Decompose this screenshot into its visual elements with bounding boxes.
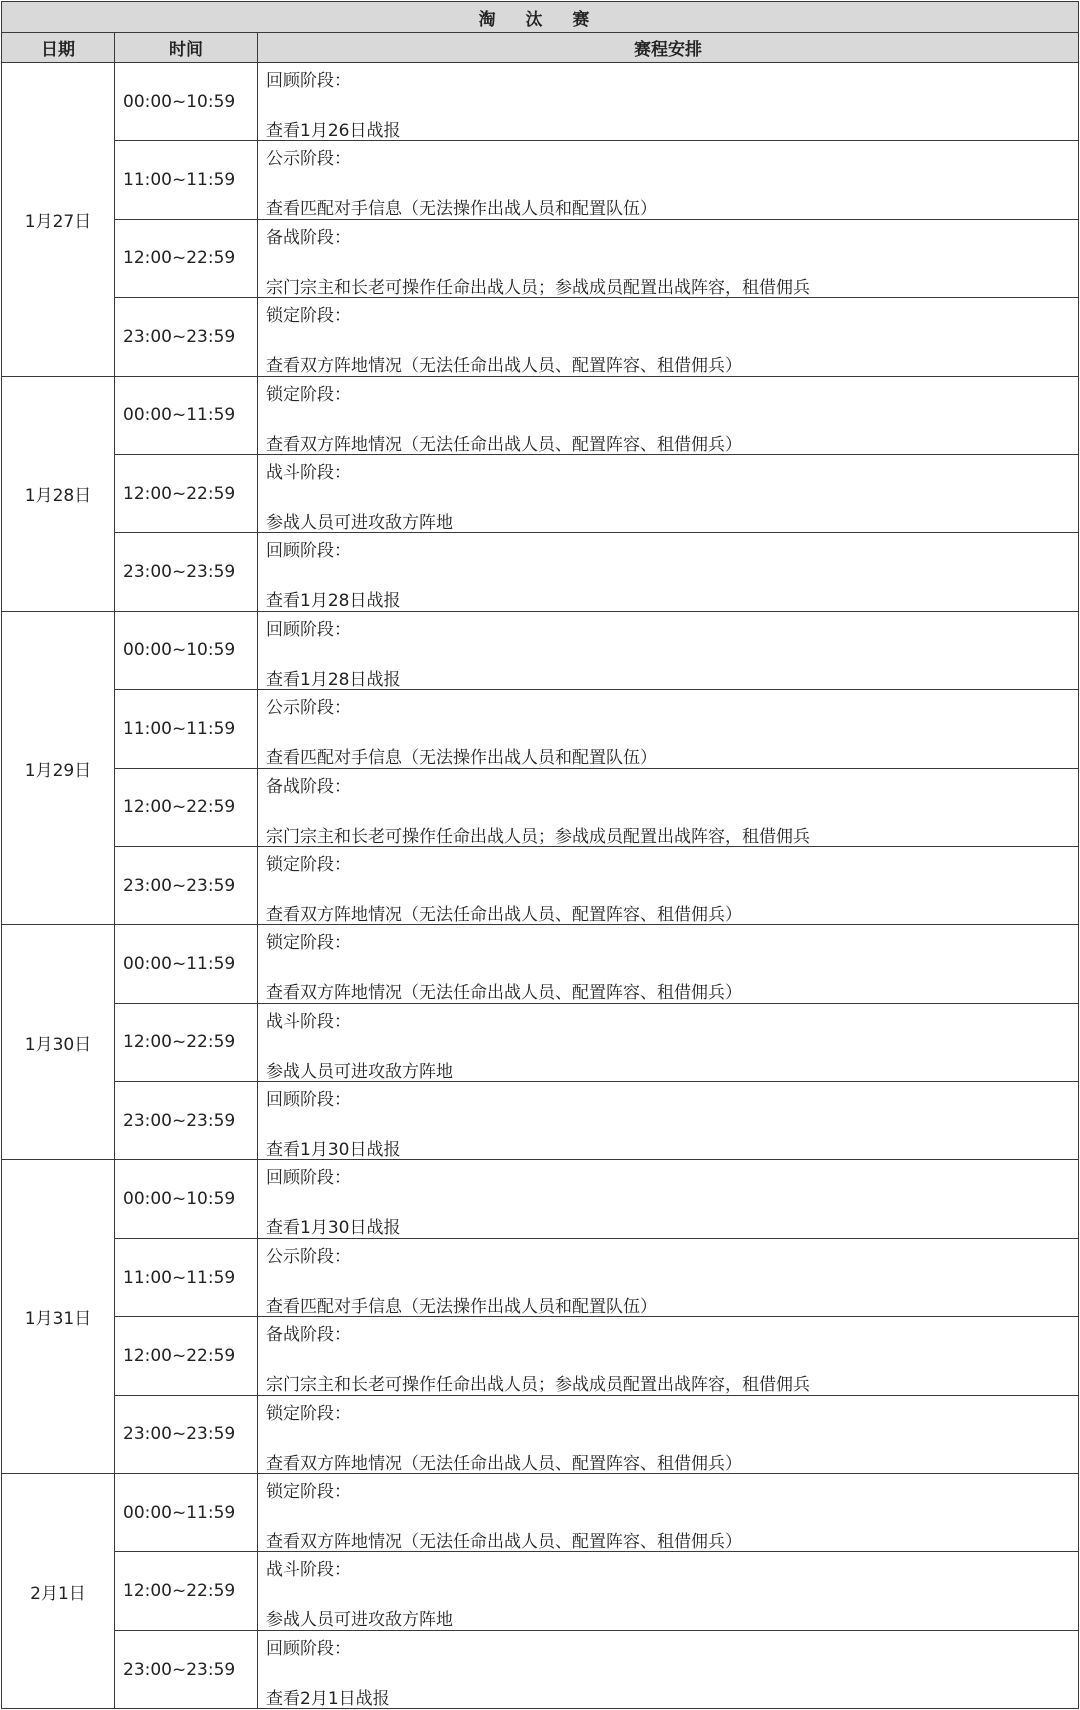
date-cell: 1月31日 [2,1160,115,1474]
time-cell: 12:00~22:59 [115,1552,258,1630]
table-title: 淘 汰 赛 [2,2,1079,33]
table-row [2,533,1079,611]
phase-label: 回顾阶段： [266,71,351,91]
schedule-cell [258,454,1079,532]
schedule-cell-content [266,455,1078,531]
phase-label: 锁定阶段： [266,854,351,875]
phase-detail: 查看匹配对手信息（无法操作出战人员和配置队伍） [266,748,657,769]
time-cell: 12:00~22:59 [115,454,258,532]
phase-detail: 查看双方阵地情况（无法任命出战人员、配置阵容、租借佣兵） [266,983,742,1004]
time-cell: 23:00~23:59 [115,1395,258,1473]
phase-label: 锁定阶段： [266,306,351,327]
table-row [2,219,1079,297]
table-row [2,298,1079,376]
schedule-cell-content [266,1317,1078,1396]
schedule-cell-content [266,377,1078,453]
schedule-cell-content [266,612,1078,688]
phase-label: 锁定阶段： [266,933,351,954]
time-cell: 23:00~23:59 [115,1082,258,1160]
phase-label: 备战阶段： [266,1325,351,1346]
table-row [2,1003,1079,1081]
phase-label: 回顾阶段： [266,619,351,640]
phase-label: 公示阶段： [266,149,351,170]
phase-detail: 宗门宗主和长老可操作任命出战人员；参战成员配置出战阵容，租借佣兵 [266,826,810,847]
date-cell: 1月28日 [2,376,115,611]
phase-label: 战斗阶段： [266,462,351,483]
date-cell: 1月27日 [2,63,115,377]
table-row [2,454,1079,532]
table-row [2,1474,1079,1552]
table-row [2,1238,1079,1316]
schedule-body [2,63,1079,1709]
knockout-schedule-table [1,1,1079,1709]
date-cell: 2月1日 [2,1474,115,1709]
schedule-cell [258,1474,1079,1552]
schedule-cell [258,1552,1079,1630]
schedule-cell [258,1238,1079,1316]
schedule-cell [258,1082,1079,1160]
header-row [2,33,1079,63]
schedule-cell [258,63,1079,141]
schedule-cell-content [266,1082,1078,1161]
table-row [2,690,1079,768]
phase-detail: 查看匹配对手信息（无法操作出战人员和配置队伍） [266,1296,657,1317]
phase-label: 锁定阶段： [266,1482,351,1503]
schedule-cell [258,1630,1079,1708]
schedule-cell-content [266,1474,1078,1553]
schedule-cell-content [266,533,1078,612]
phase-label: 公示阶段： [266,698,351,719]
schedule-cell-content [266,1552,1078,1631]
time-cell: 12:00~22:59 [115,1003,258,1081]
schedule-cell-content [266,1004,1078,1080]
time-cell: 11:00~11:59 [115,141,258,219]
schedule-cell-content [266,63,1078,139]
table-row [2,376,1079,454]
phase-label: 锁定阶段： [266,384,351,405]
phase-label: 回顾阶段： [266,1638,351,1659]
schedule-cell-content [266,141,1078,220]
time-cell: 00:00~10:59 [115,611,258,689]
table-row [2,141,1079,219]
phase-label: 回顾阶段： [266,1168,351,1189]
schedule-cell [258,611,1079,689]
phase-detail: 参战人员可进攻敌方阵地 [266,1061,453,1082]
phase-label: 回顾阶段： [266,1090,351,1111]
schedule-cell-content [266,1239,1078,1315]
table-row [2,1552,1079,1630]
phase-detail: 参战人员可进攻敌方阵地 [266,512,453,533]
schedule-cell [258,533,1079,611]
schedule-cell [258,925,1079,1003]
phase-detail: 参战人员可进攻敌方阵地 [266,1610,453,1631]
phase-detail: 查看1月30日战报 [266,1218,401,1239]
schedule-cell-content [266,1396,1078,1472]
time-cell: 00:00~11:59 [115,376,258,454]
phase-label: 备战阶段： [266,776,351,797]
time-cell: 23:00~23:59 [115,1630,258,1708]
phase-detail: 查看1月30日战报 [266,1140,401,1161]
schedule-cell [258,690,1079,768]
time-cell: 23:00~23:59 [115,298,258,376]
phase-label: 锁定阶段： [266,1403,351,1424]
time-cell: 12:00~22:59 [115,219,258,297]
table-row [2,1317,1079,1395]
time-cell: 00:00~11:59 [115,925,258,1003]
schedule-cell-content [266,298,1078,377]
phase-detail: 查看双方阵地情况（无法任命出战人员、配置阵容、租借佣兵） [266,434,742,455]
time-cell: 00:00~10:59 [115,63,258,141]
schedule-cell-content [266,769,1078,845]
phase-detail: 查看双方阵地情况（无法任命出战人员、配置阵容、租借佣兵） [266,356,742,377]
schedule-cell [258,1395,1079,1473]
schedule-cell-content [266,690,1078,769]
schedule-cell-content [266,220,1078,296]
phase-detail: 宗门宗主和长老可操作任命出战人员；参战成员配置出战阵容，租借佣兵 [266,1375,810,1396]
table-row [2,925,1079,1003]
phase-label: 战斗阶段： [266,1560,351,1581]
schedule-cell-content [266,925,1078,1004]
table-row [2,1395,1079,1473]
schedule-cell [258,219,1079,297]
table-row [2,1082,1079,1160]
time-cell: 23:00~23:59 [115,533,258,611]
header-time: 时间 [115,33,258,63]
table-row [2,1160,1079,1238]
phase-detail: 宗门宗主和长老可操作任命出战人员；参战成员配置出战阵容，租借佣兵 [266,277,810,298]
phase-detail: 查看双方阵地情况（无法任命出战人员、配置阵容、租借佣兵） [266,1532,742,1553]
phase-detail: 查看双方阵地情况（无法任命出战人员、配置阵容、租借佣兵） [266,904,742,925]
table-row [2,63,1079,141]
schedule-cell [258,298,1079,376]
date-cell: 1月29日 [2,611,115,925]
schedule-cell [258,846,1079,924]
phase-label: 公示阶段： [266,1246,351,1267]
schedule-cell-content [266,1631,1078,1707]
schedule-cell [258,141,1079,219]
phase-detail: 查看2月1日战报 [266,1688,390,1709]
table-row [2,768,1079,846]
schedule-cell-content [266,847,1078,923]
time-cell: 12:00~22:59 [115,1317,258,1395]
time-cell: 12:00~22:59 [115,768,258,846]
title-row [2,2,1079,33]
schedule-cell-content [266,1160,1078,1239]
time-cell: 11:00~11:59 [115,1238,258,1316]
schedule-cell [258,768,1079,846]
phase-detail: 查看匹配对手信息（无法操作出战人员和配置队伍） [266,199,657,220]
phase-label: 回顾阶段： [266,541,351,562]
phase-detail: 查看1月26日战报 [266,121,401,141]
header-schedule: 赛程安排 [258,33,1079,63]
schedule-cell [258,1317,1079,1395]
phase-detail: 查看1月28日战报 [266,591,401,612]
date-cell: 1月30日 [2,925,115,1160]
phase-label: 备战阶段： [266,227,351,248]
phase-label: 战斗阶段： [266,1011,351,1032]
phase-detail: 查看双方阵地情况（无法任命出战人员、配置阵容、租借佣兵） [266,1453,742,1474]
table-row [2,611,1079,689]
table-row [2,1630,1079,1708]
time-cell: 11:00~11:59 [115,690,258,768]
time-cell: 00:00~10:59 [115,1160,258,1238]
header-date: 日期 [2,33,115,63]
schedule-cell [258,376,1079,454]
time-cell: 00:00~11:59 [115,1474,258,1552]
schedule-cell [258,1003,1079,1081]
phase-detail: 查看1月28日战报 [266,669,401,690]
table-row [2,846,1079,924]
schedule-cell [258,1160,1079,1238]
time-cell: 23:00~23:59 [115,846,258,924]
